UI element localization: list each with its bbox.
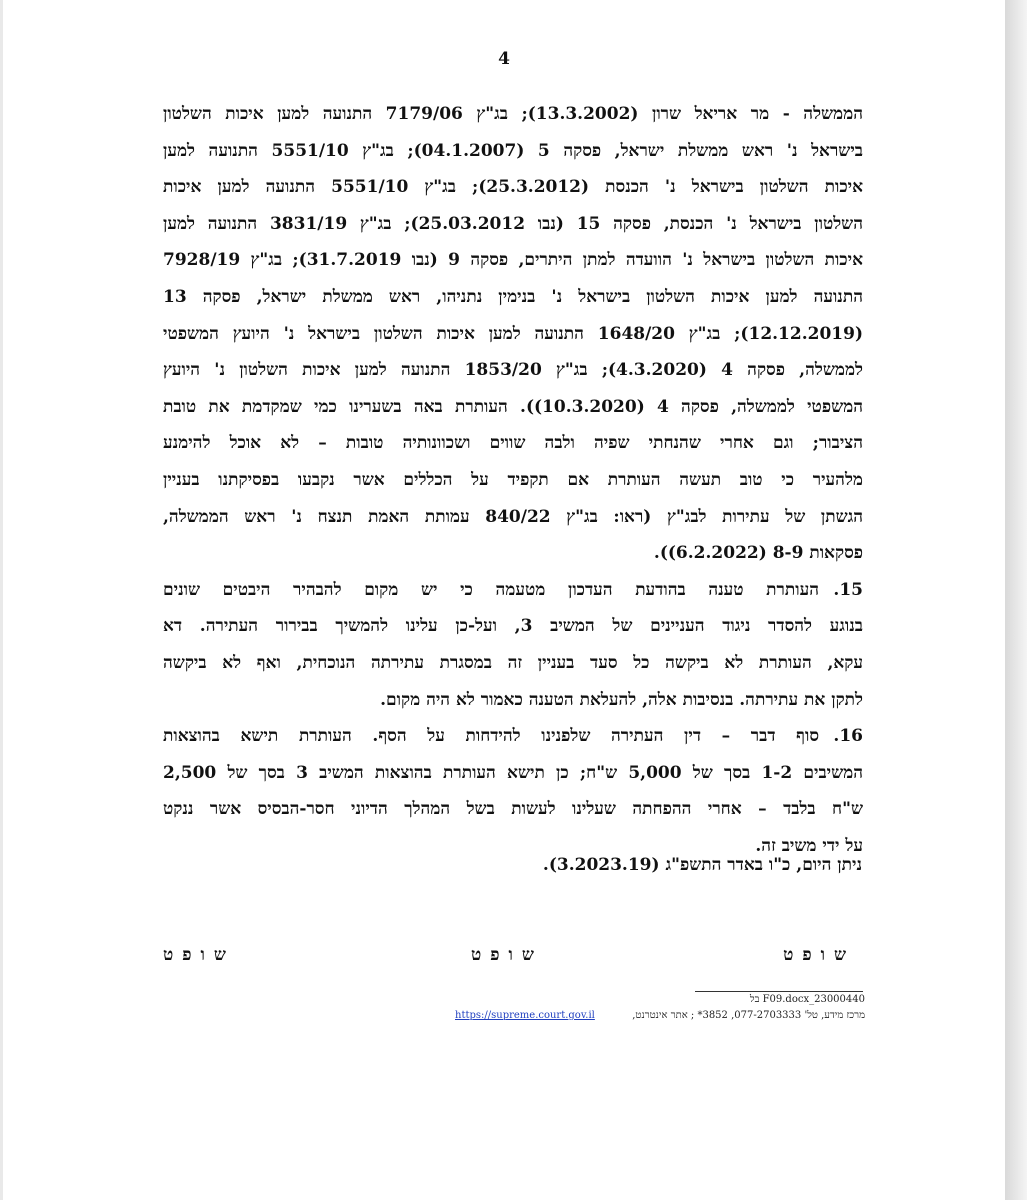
text-line: (12.12.2019); בג"ץ 1648/20 התנועה למען איכות השלטון בישראל נ' היועץ המשפטי — [163, 323, 863, 344]
footer-file-reference: 23000440_F09.docx בל — [749, 994, 865, 1005]
text-line: איכות השלטון בישראל נ' הכנסת (25.3.2012); בג"ץ 5551/10 התנועה למען איכות — [163, 177, 863, 198]
paragraph-16-text: סוף דבר – דין העתירה שלפנינו להידחות על הסף. העותרת תישא בהוצאות — [163, 726, 819, 747]
paragraph-15-first-line — [163, 572, 863, 609]
text-line: בישראל נ' ראש ממשלת ישראל, פסקה 5 (04.1.2007); בג"ץ 5551/10 התנועה למען — [163, 140, 863, 161]
text-line: המשפטי לממשלה, פסקה 4 (10.3.2020)). העותרת באה בשערינו כמי שמקדמת את טובת — [163, 396, 863, 417]
paragraph-number: 15. — [833, 579, 863, 600]
text-line: השלטון בישראל נ' הכנסת, פסקה 15 (נבו 25.03.2012); בג"ץ 3831/19 התנועה למען — [163, 213, 863, 234]
text-line: הגשתן של עתירות לבג"ץ (ראו: בג"ץ 840/22 עמותת האמת תנצח נ' ראש הממשלה, — [163, 506, 863, 527]
judge-signature-1: שופט — [783, 945, 855, 965]
text-line: פסקאות 8-9 (6.2.2022)). — [653, 543, 863, 564]
judge-signature-3: שופט — [163, 945, 235, 965]
footer-contact-info: מרכז מידע, טל' 077-2703333, 3852* ; אתר אינטרנט, — [632, 1010, 865, 1021]
judge-signature-2: שופט — [471, 945, 543, 965]
paragraph-16-first-line — [163, 718, 863, 755]
given-date-line: ניתן היום, כ"ו באדר התשפ"ג (3.2023.19). — [542, 855, 862, 875]
page-edge-shadow — [1005, 0, 1027, 1200]
paragraph-15-line: לתקן את עתירתה. בנסיבות אלה, להעלאת הטענה כאמור לא היה מקום. — [380, 689, 863, 710]
page-number: 4 — [498, 49, 510, 69]
text-line: איכות השלטון בישראל נ' הוועדה למתן היתרים, פסקה 9 (נבו 31.7.2019); בג"ץ 7928/19 — [163, 250, 863, 271]
text-line: מלהעיר כי טוב תעשה העותרת אם תקפיד על הכללים אשר נקבעו בפסיקתנו בעניין — [163, 469, 863, 490]
document-body — [163, 96, 863, 864]
paragraph-15-line: בנוגע להסדר ניגוד העניינים של המשיב 3, ועל-כן עלינו להמשיך בבירור העתירה. דא — [163, 616, 863, 637]
document-page — [3, 0, 1005, 1200]
text-line: הממשלה - מר אריאל שרון (13.3.2002); בג"ץ 7179/06 התנועה למען איכות השלטון — [163, 104, 863, 124]
website-link[interactable]: https://supreme.court.gov.il — [455, 1010, 595, 1021]
text-line: הציבור; וגם אחרי שהנחתי שפיה ולבה שווים ושכוונותיה טובות – לא אוכל להימנע — [163, 433, 863, 454]
paragraph-15-text: העותרת טענה בהודעת העדכון מטעמה כי יש מקום להבהיר היבטים שונים — [163, 579, 819, 600]
paragraph-15-line: עקא, העותרת לא ביקשה כל סעד בעניין זה במסגרת עתירתה הנוכחית, ואף לא ביקשה — [163, 652, 863, 673]
text-line: לממשלה, פסקה 4 (4.3.2020); בג"ץ 1853/20 התנועה למען איכות השלטון נ' היועץ — [163, 360, 863, 381]
footer-divider — [695, 991, 863, 992]
paragraph-16-line: המשיבים 1-2 בסך של 5,000 ש"ח; כן תישא העותרת בהוצאות המשיב 3 בסך של 2,500 — [163, 762, 863, 783]
text-line: התנועה למען איכות השלטון בישראל נ' בנימין נתניהו, ראש ממשלת ישראל, פסקה 13 — [163, 286, 863, 307]
paragraph-16-line: ש"ח בלבד – אחרי ההפחתה שעלינו לעשות בשל המהלך הדיוני חסר-הבסיס אשר ננקט — [163, 799, 863, 820]
paragraph-16-line: על ידי משיב זה. — [755, 835, 863, 856]
paragraph-number: 16. — [833, 726, 863, 747]
